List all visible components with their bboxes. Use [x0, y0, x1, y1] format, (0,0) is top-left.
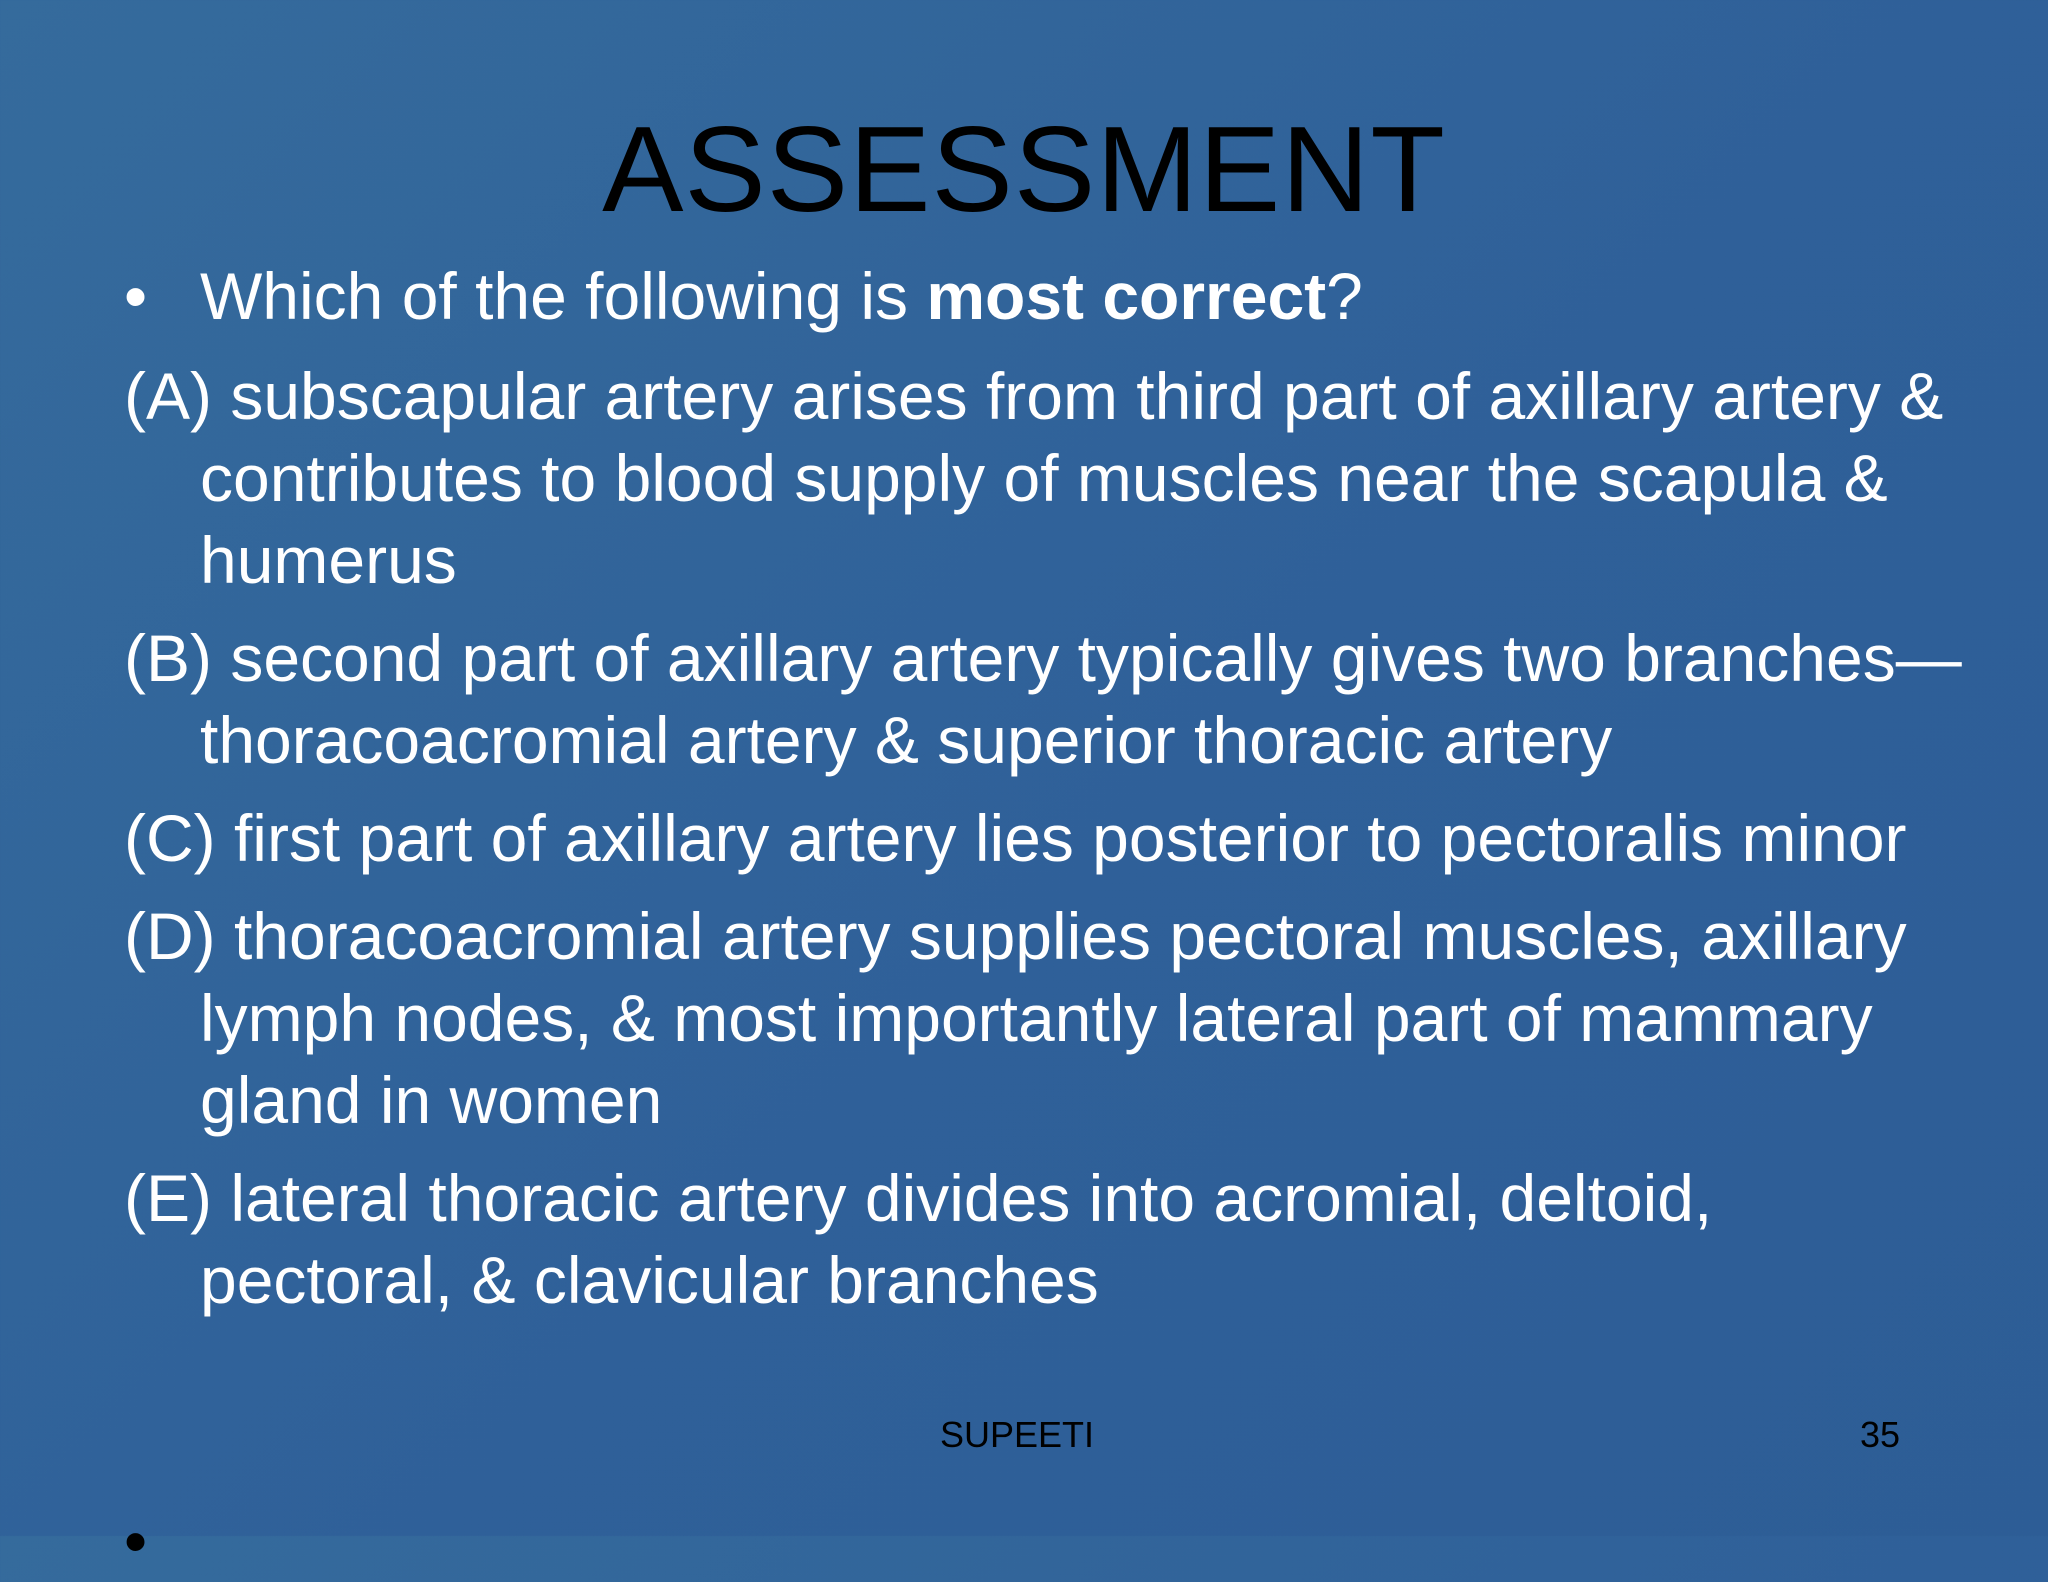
trailing-bullet-icon: • — [124, 1504, 148, 1578]
page-number: 35 — [1859, 1414, 1900, 1455]
question-suffix: ? — [1326, 259, 1363, 333]
slide-content — [124, 255, 1964, 1337]
question-prefix: Which of the following is — [200, 259, 927, 333]
option-d: (D) thoracoacromial artery supplies pectoral muscles, axillary lymph nodes, & most importantly lateral part of mammary gland in women — [124, 899, 1907, 1137]
bullet-icon: • — [124, 259, 148, 333]
option-e: (E) lateral thoracic artery divides into acromial, deltoid, pectoral, & clavicular branches — [124, 1161, 1713, 1317]
option-b: (B) second part of axillary artery typically gives two branches—thoracoacromial artery & superior thoracic artery — [124, 621, 1962, 777]
question-line — [124, 255, 1964, 337]
question-emphasis: most correct — [926, 259, 1327, 333]
slide-title: ASSESSMENT — [602, 101, 1446, 237]
option-c: (C) first part of axillary artery lies posterior to pectoralis minor — [124, 801, 1907, 875]
footer-author: SUPEETI — [940, 1414, 1095, 1455]
option-a: (A) subscapular artery arises from third part of axillary artery & contributes to blood supply of muscles near the scapula & humerus — [124, 359, 1944, 597]
